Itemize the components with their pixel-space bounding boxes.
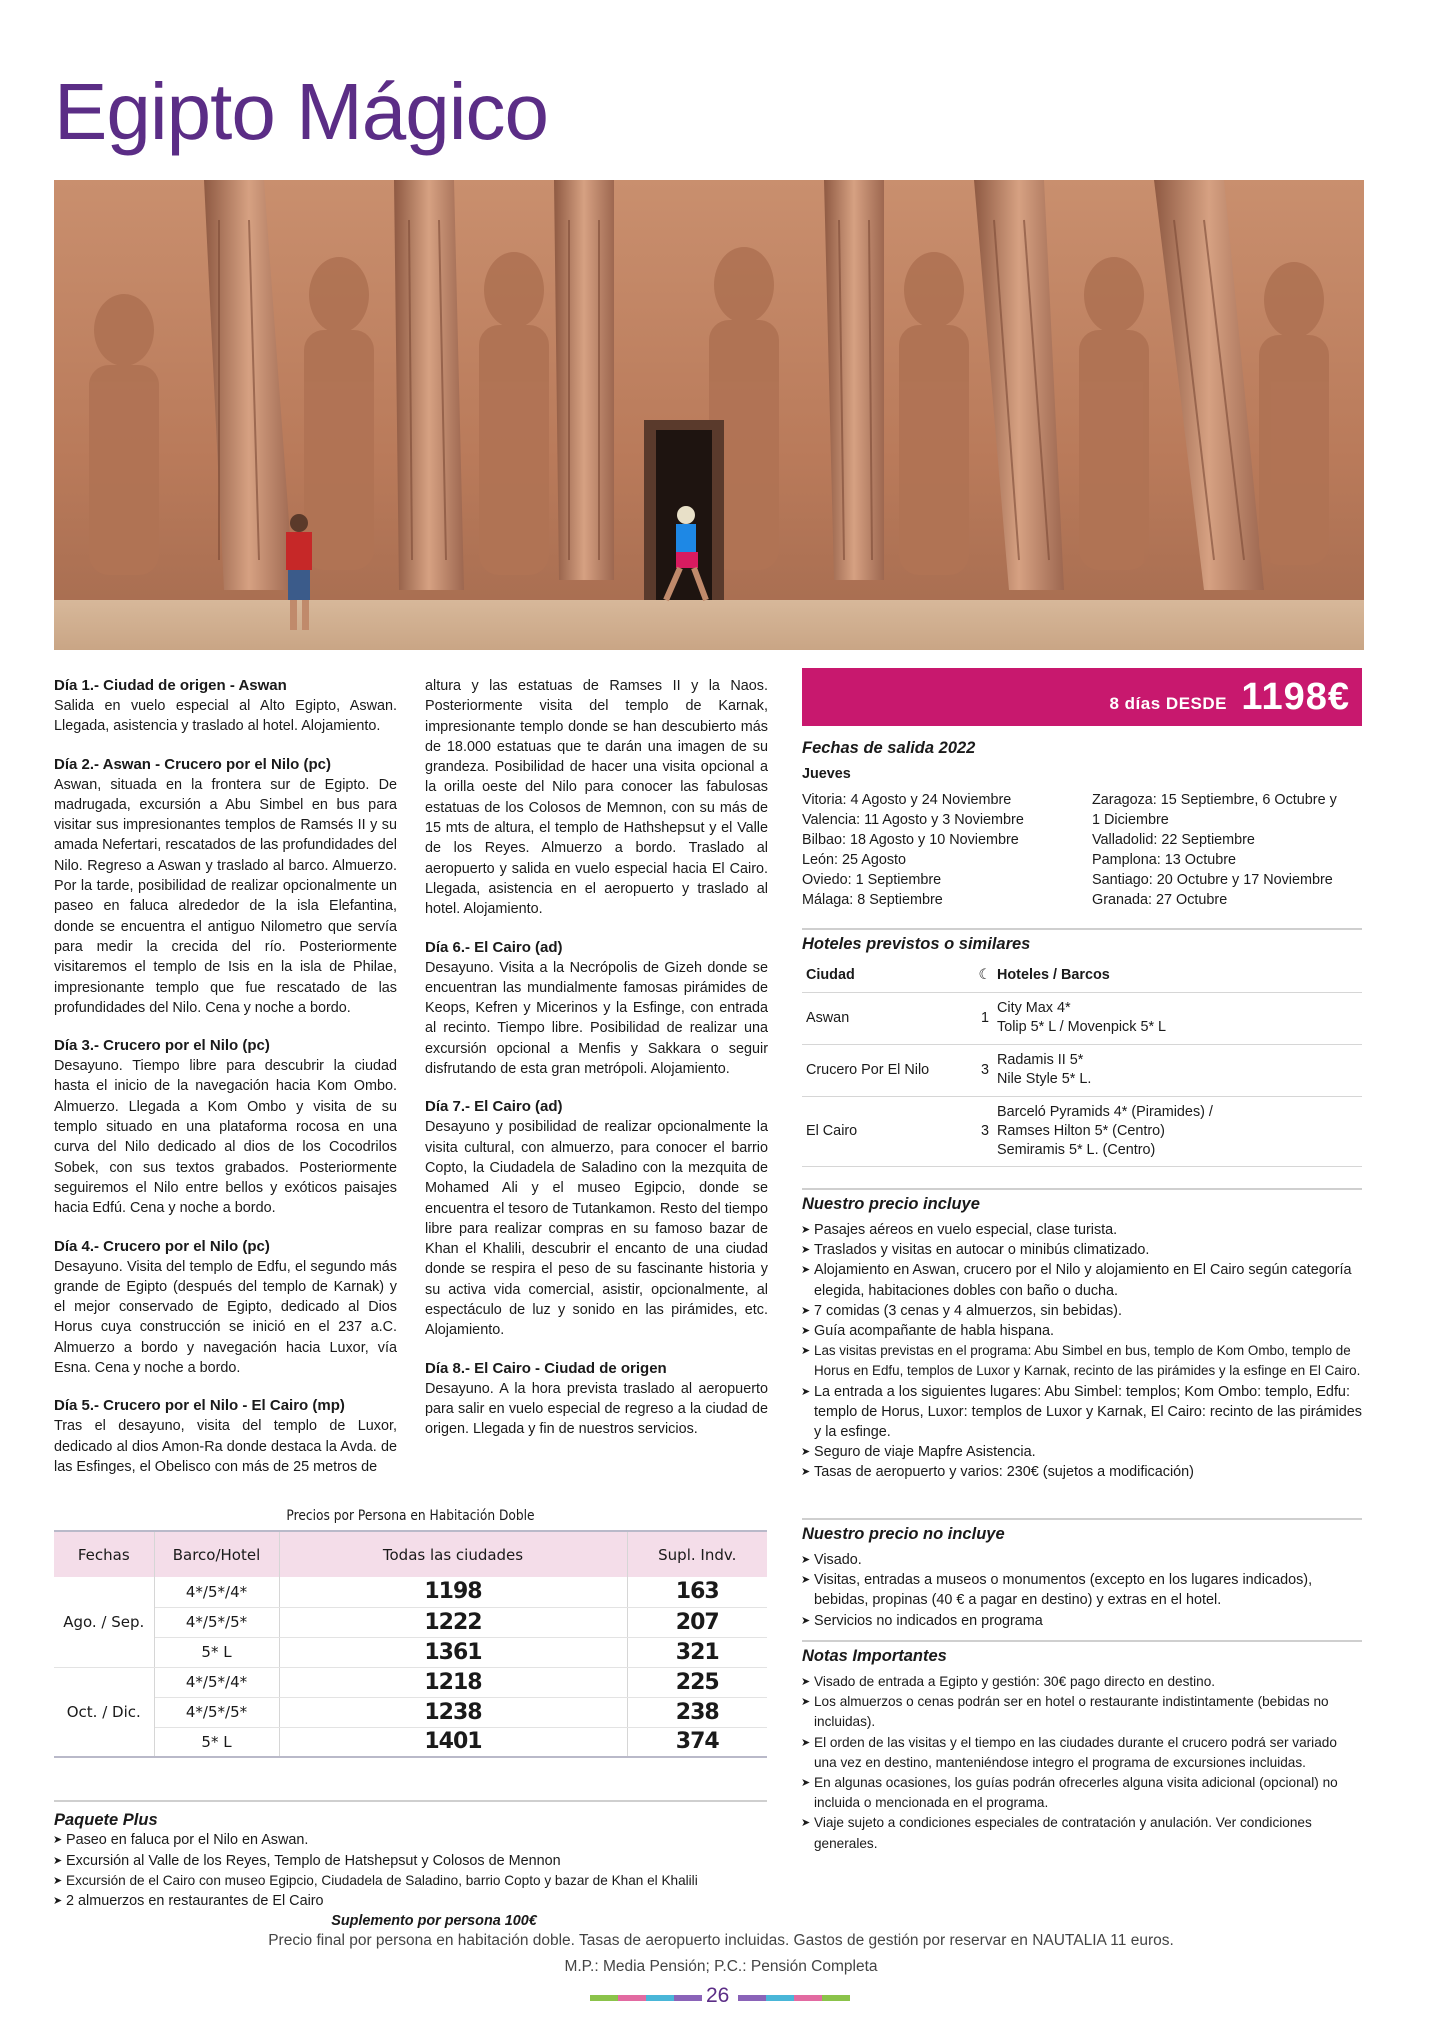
itinerary-day-1 — [54, 676, 397, 737]
day-heading: Día 7.- El Cairo (ad) — [425, 1098, 563, 1116]
price-value: 1238 — [279, 1697, 627, 1727]
price-category: 4*/5*/5* — [154, 1607, 279, 1637]
departure-item: Oviedo: 1 Septiembre — [802, 872, 942, 888]
package-plus-supplement: Suplemento por persona 100€ — [331, 1913, 537, 1930]
price-value: 1222 — [279, 1607, 627, 1637]
notes-item: ➤ Viaje sujeto a condiciones especiales de contratación y anulación. Ver condiciones generales. — [802, 1813, 1362, 1853]
includes-item: ➤ Las visitas previstas en el programa: Abu Simbel en bus, templo de Kom Ombo, templo de Horus en Edfu, templos de Luxor y Karnak, recinto de las pirámides y la esfinge en El Cairo. — [802, 1341, 1362, 1381]
departure-item: 1 Diciembre — [1092, 812, 1169, 828]
departures-weekday: Jueves — [802, 766, 851, 782]
price-supplement: 225 — [627, 1667, 767, 1697]
departures-title: Fechas de salida 2022 — [802, 739, 976, 757]
includes-item: ➤ Alojamiento en Aswan, crucero por el Nilo y alojamiento en El Cairo según categoría elegida, habitaciones dobles con baño o ducha. — [802, 1260, 1362, 1300]
hero-photo-temple — [54, 180, 1364, 650]
price-value: 1361 — [279, 1637, 627, 1667]
price-col-dates: Fechas — [54, 1531, 154, 1577]
departure-item: Málaga: 8 Septiembre — [802, 892, 943, 908]
pager-stripe — [618, 1995, 646, 2001]
price-value: 1218 — [279, 1667, 627, 1697]
hotel-city: Crucero Por El Nilo — [802, 1044, 977, 1096]
pager-stripe — [766, 1995, 794, 2001]
price-row — [54, 1577, 767, 1607]
itinerary-day-3 — [54, 1036, 397, 1218]
page-title: Egipto Mágico — [54, 67, 548, 156]
departure-item: Zaragoza: 15 Septiembre, 6 Octubre y — [1092, 792, 1337, 808]
excludes-section — [802, 1518, 1362, 1631]
day-text: Desayuno y posibilidad de realizar opcionalmente la visita cultural, con almuerzo, para conocer el barrio Copto, la Ciudadela de Saladino con la mezquita de Mohamed Ali y el museo Egipcio, donde se encuentra el tesoro de Tutankamon. Resto del tiempo libre para realizar compras en su famoso bazar de Khan el Khalili, descubrir el encanto de una ciudad donde se respira el peso de su fascinante historia y su activa vida comercial, asistir, opcionalmente, al espectáculo de luz y sonido en las pirámides, etc. Alojamiento. — [425, 1119, 768, 1339]
hotel-names — [993, 1096, 1362, 1166]
itinerary-day-5-continued — [425, 676, 768, 920]
day-heading: Día 2.- Aswan - Crucero por el Nilo (pc) — [54, 755, 331, 773]
hotel-name: Ramses Hilton 5* (Centro) — [997, 1122, 1165, 1139]
hotel-name: Semiramis 5* L. (Centro) — [997, 1141, 1156, 1158]
hotel-names — [993, 992, 1362, 1044]
notes-section — [802, 1640, 1362, 1854]
includes-section — [802, 1188, 1362, 1483]
hotels-section — [802, 928, 1362, 1167]
price-category: 4*/5*/4* — [154, 1577, 279, 1607]
package-plus-item: ➤ 2 almuerzos en restaurantes de El Cairo — [54, 1891, 774, 1911]
includes-item: ➤ Pasajes aéreos en vuelo especial, clase turista. — [802, 1220, 1362, 1240]
excludes-item: ➤ Visitas, entradas a museos o monumentos (excepto en los lugares indicados), bebidas, propinas (40 € a pagar en destino) y extras en el hotel. — [802, 1570, 1362, 1610]
departure-item: Pamplona: 13 Octubre — [1092, 852, 1236, 868]
price-table — [54, 1530, 767, 1758]
pager-stripe — [590, 1995, 618, 2001]
price-banner — [802, 668, 1362, 726]
price-supplement: 374 — [627, 1727, 767, 1757]
hotels-col-hotels: Hoteles / Barcos — [993, 960, 1362, 992]
price-supplement: 321 — [627, 1637, 767, 1667]
hotel-name: Tolip 5* L / Movenpick 5* L — [997, 1019, 1167, 1035]
price-banner-days: 8 días DESDE — [1109, 694, 1227, 713]
package-plus-list — [54, 1830, 774, 1911]
hotel-city: El Cairo — [802, 1096, 977, 1166]
day-text: Desayuno. Visita del templo de Edfu, el segundo más grande de Egipto (después del templo de Karnak) y el mejor conservado de Egipto, dedicado al Dios Horus cuya construcción se inició en el 237 a.C. Almuerzo a bordo y navegación hacia Luxor, vía Esna. Cena y noche a bordo. — [54, 1258, 397, 1377]
day-heading: Día 8.- El Cairo - Ciudad de origen — [425, 1359, 667, 1377]
day-text: Desayuno. Visita a la Necrópolis de Gizeh donde se encuentran las mundialmente famosas pirámides de Keops, Kefren y Micerinos y la Esfinge, con entrada al recinto. Tiempo libre. Posibilidad de realizar una excursión opcional a Menfis y Sakkara o seguir disfrutando de esta gran metrópoli. Alojamiento. — [425, 959, 768, 1078]
departure-item: Bilbao: 18 Agosto y 10 Noviembre — [802, 832, 1019, 848]
itinerary-column-2 — [425, 676, 768, 1458]
hotels-title: Hoteles previstos o similares — [802, 935, 1031, 953]
moon-icon: ☾ — [977, 960, 993, 992]
includes-item: ➤ Seguro de viaje Mapfre Asistencia. — [802, 1442, 1362, 1462]
itinerary-day-7 — [425, 1097, 768, 1340]
package-plus-title: Paquete Plus — [54, 1811, 158, 1829]
day-text: Tras el desayuno, visita del templo de Luxor, dedicado al dios Amon-Ra donde destaca la Avda. de las Esfinges, el Obelisco con más de 25 metros de — [54, 1418, 397, 1475]
price-category: 4*/5*/4* — [154, 1667, 279, 1697]
includes-item: ➤ 7 comidas (3 cenas y 4 almuerzos, sin bebidas). — [802, 1301, 1362, 1321]
price-row — [54, 1637, 767, 1667]
hotel-name: Nile Style 5* L. — [997, 1071, 1092, 1087]
itinerary-day-4 — [54, 1237, 397, 1379]
price-row — [54, 1727, 767, 1757]
departure-item: Valladolid: 22 Septiembre — [1092, 832, 1255, 848]
itinerary-day-6 — [425, 938, 768, 1080]
day-heading: Día 5.- Crucero por el Nilo - El Cairo (mp) — [54, 1397, 345, 1415]
itinerary-day-8 — [425, 1359, 768, 1440]
price-value: 1198 — [279, 1577, 627, 1607]
hotel-nights: 3 — [977, 1044, 993, 1096]
footer-abbreviations: M.P.: Media Pensión; P.C.: Pensión Completa — [564, 1958, 878, 1975]
price-row — [54, 1607, 767, 1637]
hotels-row — [802, 1096, 1362, 1166]
hotel-names — [993, 1044, 1362, 1096]
departures-left-list — [802, 790, 1092, 910]
hotel-city: Aswan — [802, 992, 977, 1044]
price-period: Oct. / Dic. — [54, 1667, 154, 1757]
excludes-title: Nuestro precio no incluye — [802, 1525, 1005, 1543]
departures-right-list — [1092, 790, 1362, 910]
hotel-name: Barceló Pyramids 4* (Piramides) / — [997, 1103, 1213, 1120]
notes-list — [802, 1672, 1362, 1854]
price-col-all-cities: Todas las ciudades — [279, 1531, 627, 1577]
hotels-row — [802, 992, 1362, 1044]
notes-item: ➤ En algunas ocasiones, los guías podrán ofrecerles alguna visita adicional (opcional) no incluida o mencionada en el programa. — [802, 1773, 1362, 1813]
package-plus-item: ➤ Excursión al Valle de los Reyes, Templo de Hatshepsut y Colosos de Mennon — [54, 1851, 774, 1871]
price-col-category: Barco/Hotel — [154, 1531, 279, 1577]
price-period: Ago. / Sep. — [54, 1577, 154, 1667]
day-heading: Día 6.- El Cairo (ad) — [425, 938, 563, 956]
excludes-item: ➤ Visado. — [802, 1550, 1362, 1570]
notes-item: ➤ El orden de las visitas y el tiempo en las ciudades durante el crucero podrá ser variado una vez en destino, manteniéndose integro el programa de excursiones incluidas. — [802, 1733, 1362, 1773]
page-number: 26 — [706, 1984, 730, 2007]
price-category: 4*/5*/5* — [154, 1697, 279, 1727]
hotels-col-city: Ciudad — [802, 960, 977, 992]
day-heading: Día 3.- Crucero por el Nilo (pc) — [54, 1037, 270, 1055]
notes-item: ➤ Visado de entrada a Egipto y gestión: 30€ pago directo en destino. — [802, 1672, 1362, 1692]
price-supplement: 207 — [627, 1607, 767, 1637]
includes-item: ➤ La entrada a los siguientes lugares: Abu Simbel: templos; Kom Ombo: templo, Edfu: templo de Horus, Luxor: templos de Luxor y Karnak, El Cairo: recinto de las pirámides y la esfinge. — [802, 1382, 1362, 1443]
itinerary-day-2 — [54, 755, 397, 1019]
hotel-name: Radamis II 5* — [997, 1052, 1084, 1068]
hotel-nights: 1 — [977, 992, 993, 1044]
hotels-row — [802, 1044, 1362, 1096]
package-plus-item: ➤ Excursión de el Cairo con museo Egipcio, Ciudadela de Saladino, barrio Copto y bazar de Khan el Khalili — [54, 1871, 774, 1891]
excludes-item: ➤ Servicios no indicados en programa — [802, 1611, 1362, 1631]
day-text: Desayuno. Tiempo libre para descubrir la ciudad hasta el inicio de la navegación hacia Kom Ombo. Almuerzo. Llegada a Kom Ombo y visita de su templo situado en una plataforma rocosa en una curva del Nilo dedicado al dios de los Cocodrilos Sobek, con sus textos grabados. Posteriormente seguiremos el Nilo entre bellos y exóticos paisajes hacia Edfú. Cena y noche a bordo. — [54, 1058, 397, 1217]
price-table-section — [54, 1508, 767, 1758]
hotels-table — [802, 960, 1362, 1167]
price-col-single-supplement: Supl. Indv. — [627, 1531, 767, 1577]
day-text: Desayuno. A la hora prevista traslado al aeropuerto para salir en vuelo especial de regreso a la ciudad de origen. Llegada y fin de nuestros servicios. — [425, 1380, 768, 1438]
departure-item: Santiago: 20 Octubre y 17 Noviembre — [1092, 872, 1333, 888]
departure-item: León: 25 Agosto — [802, 852, 907, 868]
hotels-header-row — [802, 960, 1362, 992]
price-row — [54, 1667, 767, 1697]
package-plus-item: ➤ Paseo en faluca por el Nilo en Aswan. — [54, 1830, 774, 1850]
package-plus-section — [54, 1800, 774, 1931]
day-heading: Día 4.- Crucero por el Nilo (pc) — [54, 1237, 270, 1255]
price-value: 1401 — [279, 1727, 627, 1757]
includes-item: ➤ Traslados y visitas en autocar o minibús climatizado. — [802, 1240, 1362, 1260]
price-banner-amount: 1198€ — [1241, 676, 1350, 718]
hotel-name: City Max 4* — [997, 1000, 1071, 1016]
price-category: 5* L — [154, 1727, 279, 1757]
departure-item: Vitoria: 4 Agosto y 24 Noviembre — [802, 792, 1012, 808]
departure-dates-section — [802, 738, 1362, 910]
itinerary-day-5 — [54, 1396, 397, 1477]
includes-item: ➤ Tasas de aeropuerto y varios: 230€ (sujetos a modificación) — [802, 1462, 1362, 1482]
pager-stripe — [822, 1995, 850, 2001]
excludes-list — [802, 1550, 1362, 1631]
includes-list — [802, 1220, 1362, 1483]
pager-stripe — [794, 1995, 822, 2001]
page-number-bar — [590, 1985, 850, 2009]
pager-stripe — [738, 1995, 766, 2001]
notes-item: ➤ Los almuerzos o cenas podrán ser en hotel o restaurante indistintamente (bebidas no incluidas). — [802, 1692, 1362, 1732]
price-table-caption: Precios por Persona en Habitación Doble — [286, 1508, 535, 1524]
day-text: Salida en vuelo especial al Alto Egipto, Aswan. Llegada, asistencia y traslado al hotel. Alojamiento. — [54, 698, 397, 735]
price-row — [54, 1697, 767, 1727]
day-text: altura y las estatuas de Ramses II y la Naos. Posteriormente visita del templo de Karnak, impresionante templo donde se han descubierto más de 18.000 estatuas que te darán una imagen de su grandeza. Posibilidad de hacer una visita opcional a la orilla oeste del Nilo para conocer las fabulosas estatuas de los Colosos de Memnon, con su más de 15 mts de altura, el templo de Hathshepsut y el Valle de los Reyes. Almuerzo a bordo. Traslado al aeropuerto y salida en vuelo especial hacia El Cairo. Llegada, asistencia en el aeropuerto y traslado al hotel. Alojamiento. — [425, 678, 768, 918]
includes-item: ➤ Guía acompañante de habla hispana. — [802, 1321, 1362, 1341]
price-supplement: 238 — [627, 1697, 767, 1727]
departures-grid — [802, 790, 1362, 910]
price-header-row — [54, 1531, 767, 1577]
day-heading: Día 1.- Ciudad de origen - Aswan — [54, 677, 287, 694]
notes-title: Notas Importantes — [802, 1647, 947, 1665]
pager-stripe — [674, 1995, 702, 2001]
departure-item: Valencia: 11 Agosto y 3 Noviembre — [802, 812, 1024, 828]
departure-item: Granada: 27 Octubre — [1092, 892, 1228, 908]
includes-title: Nuestro precio incluye — [802, 1195, 980, 1213]
price-category: 5* L — [154, 1637, 279, 1667]
price-supplement: 163 — [627, 1577, 767, 1607]
itinerary-column-1 — [54, 676, 397, 1495]
hotel-nights: 3 — [977, 1096, 993, 1166]
day-text: Aswan, situada en la frontera sur de Egipto. De madrugada, excursión a Abu Simbel en bus para visitar sus impresionantes templos de Ramsés II y su amada Nefertari, rescatados de las profundidades del Nilo. Regreso a Aswan y traslado al barco. Almuerzo. Por la tarde, posibilidad de realizar opcionalmente un paseo en faluca alrededor de la isla Elefantina, donde se encuentra el antiguo Nilometro que servía para medir la crecida del río. Posteriormente visitaremos el templo de Isis en la isla de Philae, impresionante templo que fue rescatado de las profundidades del Nilo. Cena y noche a bordo. — [54, 776, 397, 1016]
pager-stripe — [646, 1995, 674, 2001]
footer-note: Precio final por persona en habitación doble. Tasas de aeropuerto incluidas. Gastos de gestión por reservar en NAUTALIA 11 euros. — [268, 1932, 1174, 1949]
